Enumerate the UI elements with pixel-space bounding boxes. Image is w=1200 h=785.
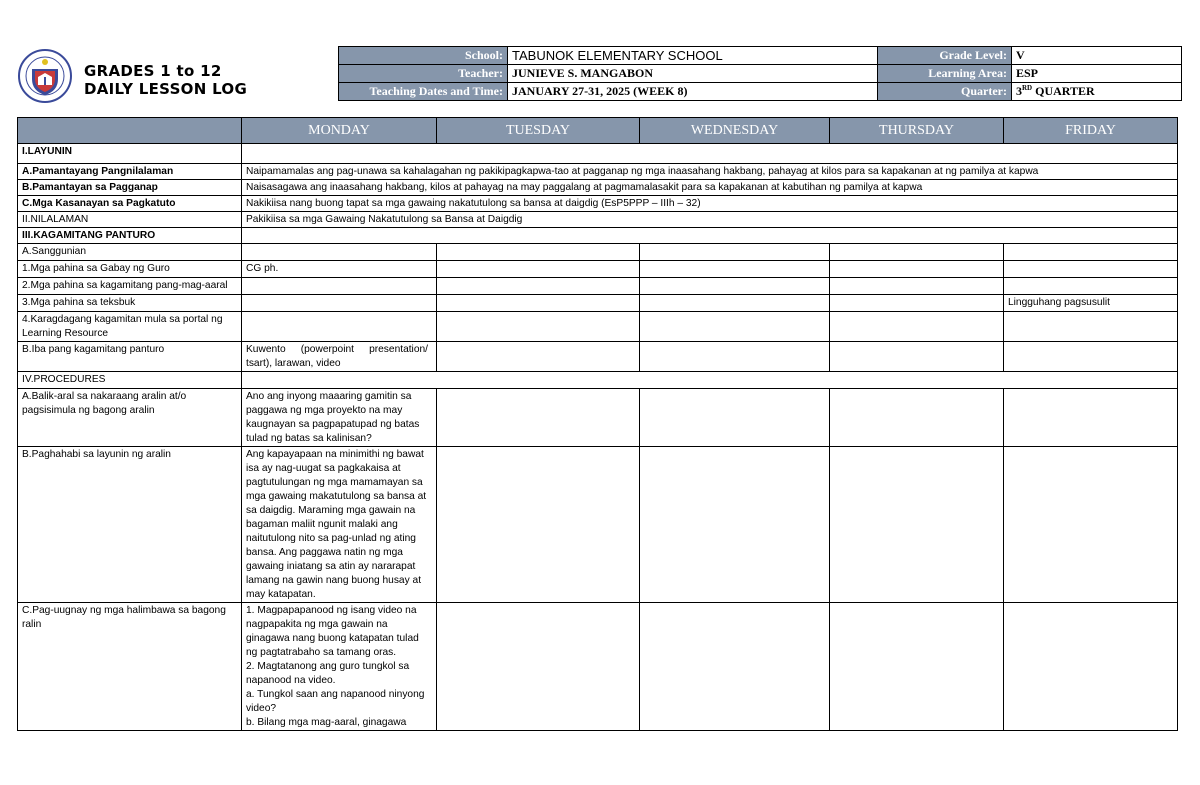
row-label-teksbuk: 3.Mga pahina sa teksbuk [18,295,242,312]
teksbuk-mon [242,295,437,312]
deped-seal-logo [18,49,72,103]
karagdagang-mon [242,312,437,342]
sanggunian-thu [830,244,1004,261]
row-label-procedures: IV.PROCEDURES [18,372,242,389]
iba-pang-kagamitan-thu [830,342,1004,372]
balik-aral-thu [830,389,1004,447]
learning-area-label: Learning Area: [878,65,1012,83]
paghahabi-tue [437,447,640,603]
pamantayang-pangnilalaman-text: Naipamamalas ang pag-unawa sa kahalagahan ng pakikipagkapwa-tao at pagganap ng mga inaasahang hakbang, pahayag at kilos para sa kapakanan at ng pamilya at kapwa [242,164,1178,180]
gabay-ng-guro-thu [830,261,1004,278]
paghahabi-mon: Ang kapayapaan na minimithi ng bawat isa ay nag-uugat sa pagkakaisa at pagtutulungan ng mga mamamayan sa mga gawaing makatutulong sa bansa at sa daigdig. Maraming mga gawain na bagaman maliit ngunit malaki ang naitutulong nito sa pag-unlad ng ating bansa. Ang paggawa natin ng mga gawaing iniatang sa atin ay nararapat lamang na gawin nang buong husay at may katapatan. [242,447,437,603]
procedures-cell [242,372,1178,389]
balik-aral-tue [437,389,640,447]
kagamitang-mag-aaral-fri [1004,278,1178,295]
quarter-number: 3 [1016,84,1022,98]
teksbuk-thu [830,295,1004,312]
quarter-label: Quarter: [878,83,1012,101]
gabay-ng-guro-fri [1004,261,1178,278]
teaching-dates-value: JANUARY 27-31, 2025 (WEEK 8) [508,83,878,101]
row-label-pag-uugnay: C.Pag-uugnay ng mga halimbawa sa bagong ralin [18,603,242,731]
karagdagang-thu [830,312,1004,342]
row-label-karagdagang-kagamitan: 4.Karagdagang kagamitan mula sa portal ng Learning Resource [18,312,242,342]
pag-uugnay-tue [437,603,640,731]
iba-pang-kagamitan-wed [640,342,830,372]
teacher-value: JUNIEVE S. MANGABON [508,65,878,83]
quarter-value [1012,83,1182,101]
grade-level-value: V [1012,47,1182,65]
row-label-gabay-ng-guro: 1.Mga pahina sa Gabay ng Guro [18,261,242,278]
gabay-ng-guro-mon: CG ph. [242,261,437,278]
teksbuk-wed [640,295,830,312]
kagamitang-panturo-cell [242,228,1178,244]
sanggunian-wed [640,244,830,261]
kagamitang-mag-aaral-thu [830,278,1004,295]
day-header-friday: FRIDAY [1004,118,1178,144]
day-header-monday: MONDAY [242,118,437,144]
row-label-pamantayang-pangnilalaman: A.Pamantayang Pangnilalaman [18,164,242,180]
kagamitang-mag-aaral-wed [640,278,830,295]
teaching-dates-label: Teaching Dates and Time: [339,83,508,101]
title-line-1: GRADES 1 to 12 [84,62,222,80]
balik-aral-fri [1004,389,1178,447]
row-label-kagamitang-mag-aaral: 2.Mga pahina sa kagamitang pang-mag-aaral [18,278,242,295]
sanggunian-tue [437,244,640,261]
form-title [84,62,247,98]
pag-uugnay-thu [830,603,1004,731]
balik-aral-mon: Ano ang inyong maaaring gamitin sa paggawa ng mga proyekto na may kaugnayan sa pagpapatupad ng batas tulad ng batas sa kalinisan? [242,389,437,447]
teacher-label: Teacher: [339,65,508,83]
teksbuk-fri: Lingguhang pagsusulit [1004,295,1178,312]
day-header-thursday: THURSDAY [830,118,1004,144]
row-label-kasanayan: C.Mga Kasanayan sa Pagkatuto [18,196,242,212]
learning-area-value: ESP [1012,65,1182,83]
iba-pang-kagamitan-mon: Kuwento (powerpoint presentation/ tsart), larawan, video [242,342,437,372]
paghahabi-thu [830,447,1004,603]
teksbuk-tue [437,295,640,312]
kasanayan-text: Nakikiisa nang buong tapat sa mga gawaing nakatutulong sa bansa at daigdig (EsP5PPP – IIIh – 32) [242,196,1178,212]
day-header-wednesday: WEDNESDAY [640,118,830,144]
row-label-pamantayan-sa-pagganap: B.Pamantayan sa Pagganap [18,180,242,196]
paghahabi-fri [1004,447,1178,603]
iba-pang-kagamitan-tue [437,342,640,372]
day-header-tuesday: TUESDAY [437,118,640,144]
layunin-cell [242,144,1178,164]
gabay-ng-guro-wed [640,261,830,278]
sanggunian-mon [242,244,437,261]
title-line-2: DAILY LESSON LOG [84,80,248,98]
row-label-iba-pang-kagamitan: B.Iba pang kagamitang panturo [18,342,242,372]
school-label: School: [339,47,508,65]
row-label-layunin: I.LAYUNIN [18,144,242,164]
grade-level-label: Grade Level: [878,47,1012,65]
corner-header-cell [18,118,242,144]
kagamitang-mag-aaral-mon [242,278,437,295]
daily-lesson-log-table [17,117,1178,731]
row-label-sanggunian: A.Sanggunian [18,244,242,261]
karagdagang-fri [1004,312,1178,342]
sanggunian-fri [1004,244,1178,261]
nilalaman-text: Pakikiisa sa mga Gawaing Nakatutulong sa Bansa at Daigdig [242,212,1178,228]
iba-pang-kagamitan-fri [1004,342,1178,372]
pag-uugnay-mon: 1. Magpapapanood ng isang video na nagpapakita ng mga gawain na ginagawa nang buong katapatan tulad ng pagtatrabaho sa tamang oras. 2. Magtatanong ang guro tungkol sa napanood na video. a. Tungkol saan ang napanood ninyong video? b. Bilang mga mag-aaral, ginagawa [242,603,437,731]
kagamitang-mag-aaral-tue [437,278,640,295]
row-label-balik-aral: A.Balik-aral sa nakaraang aralin at/o pagsisimula ng bagong aralin [18,389,242,447]
quarter-word: QUARTER [1032,84,1095,98]
balik-aral-wed [640,389,830,447]
row-label-nilalaman: II.NILALAMAN [18,212,242,228]
school-value: TABUNOK ELEMENTARY SCHOOL [508,47,878,65]
quarter-suffix: RD [1022,84,1033,92]
row-label-paghahabi: B.Paghahabi sa layunin ng aralin [18,447,242,603]
paghahabi-wed [640,447,830,603]
pag-uugnay-wed [640,603,830,731]
gabay-ng-guro-tue [437,261,640,278]
row-label-kagamitang-panturo: III.KAGAMITANG PANTURO [18,228,242,244]
karagdagang-tue [437,312,640,342]
lesson-info-table [338,46,1182,101]
pamantayan-sa-pagganap-text: Naisasagawa ang inaasahang hakbang, kilos at pahayag na may paggalang at pagmamalasakit para sa kapakanan at kabutihan ng pamilya at kapwa [242,180,1178,196]
pag-uugnay-fri [1004,603,1178,731]
karagdagang-wed [640,312,830,342]
